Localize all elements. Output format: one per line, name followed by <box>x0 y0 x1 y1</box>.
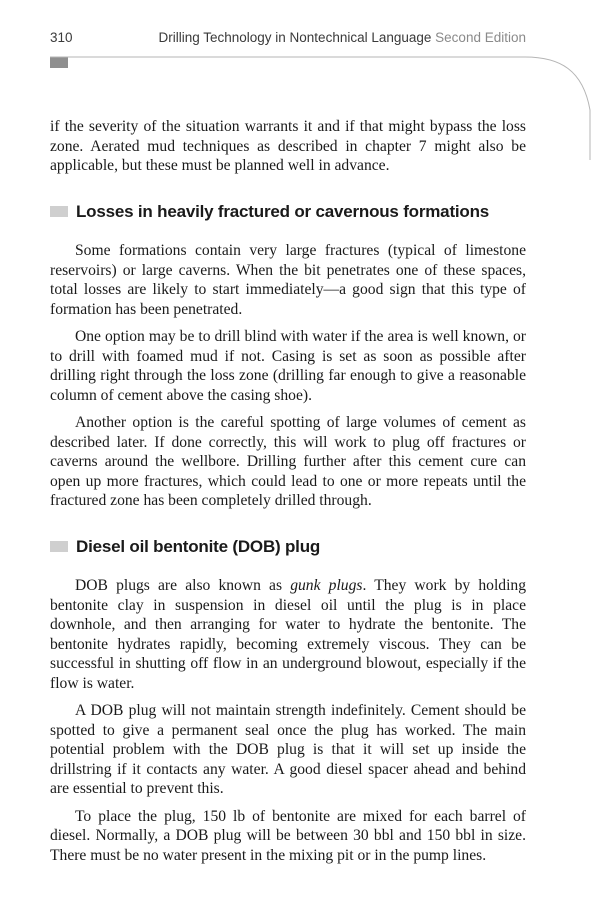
paragraph: Another option is the careful spotting of large volumes of cement as described later. If done correctly, this will work to plug off fractures or caverns around the wellbore. Drilling further after this cement cure can open up more fractures, which could lead to one or more repeats until the fractured zone has been completely drilled through. <box>50 414 526 509</box>
italic-term: gunk plugs <box>290 577 363 594</box>
section-heading-losses <box>50 202 526 222</box>
section-heading-dob-plug <box>50 537 526 557</box>
paragraph: A DOB plug will not maintain strength indefinitely. Cement should be spotted to give a permanent seal once the plug has worked. The main potential problem with the DOB plug is that it will set up inside the drillstring if it contacts any water. A good diesel spacer ahead and behind are essential to prevent this. <box>50 702 526 797</box>
heading-marker <box>50 541 68 552</box>
paragraph: One option may be to drill blind with water if the area is well known, or to drill with foamed mud if not. Casing is set as soon as possible after drilling right through the loss zone (drilling far enough to give a reasonable column of cement above the casing shoe). <box>50 328 526 404</box>
paragraph: To place the plug, 150 lb of bentonite are mixed for each barrel of diesel. Normally, a DOB plug will be between 30 bbl and 150 bbl in size. There must be no water present in the mixing pit or in the pump lines. <box>50 807 526 864</box>
heading-marker <box>50 206 68 217</box>
intro-paragraph: if the severity of the situation warrants it and if that might bypass the loss zone. Aerated mud techniques as described in chapter 7 might also be applicable, but these must be planned well in advance. <box>50 118 526 174</box>
book-title: Drilling Technology in Nontechnical Language <box>158 30 432 45</box>
paragraph: DOB plugs are also known as gunk plugs. They work by holding bentonite clay in suspension in diesel oil until the plug is in place downhole, and then arranging for water to hydrate the bentonite. The bentonite hydrates rapidly, becoming extremely viscous. They can be successful in shutting off flow in an underground blowout, especially if the flow is water. <box>50 577 527 692</box>
page-number: 310 <box>50 30 73 45</box>
section-heading-text: Diesel oil bentonite (DOB) plug <box>76 536 321 556</box>
edition-label: Second Edition <box>435 30 526 45</box>
paragraph: Some formations contain very large fractures (typical of limestone reservoirs) or large caverns. When the bit penetrates one of these spaces, total losses are likely to start immediately—a good sign that this type of formation has been penetrated. <box>50 242 526 318</box>
section-heading-text: Losses in heavily fractured or cavernous formations <box>76 201 490 221</box>
page-body <box>50 117 526 873</box>
